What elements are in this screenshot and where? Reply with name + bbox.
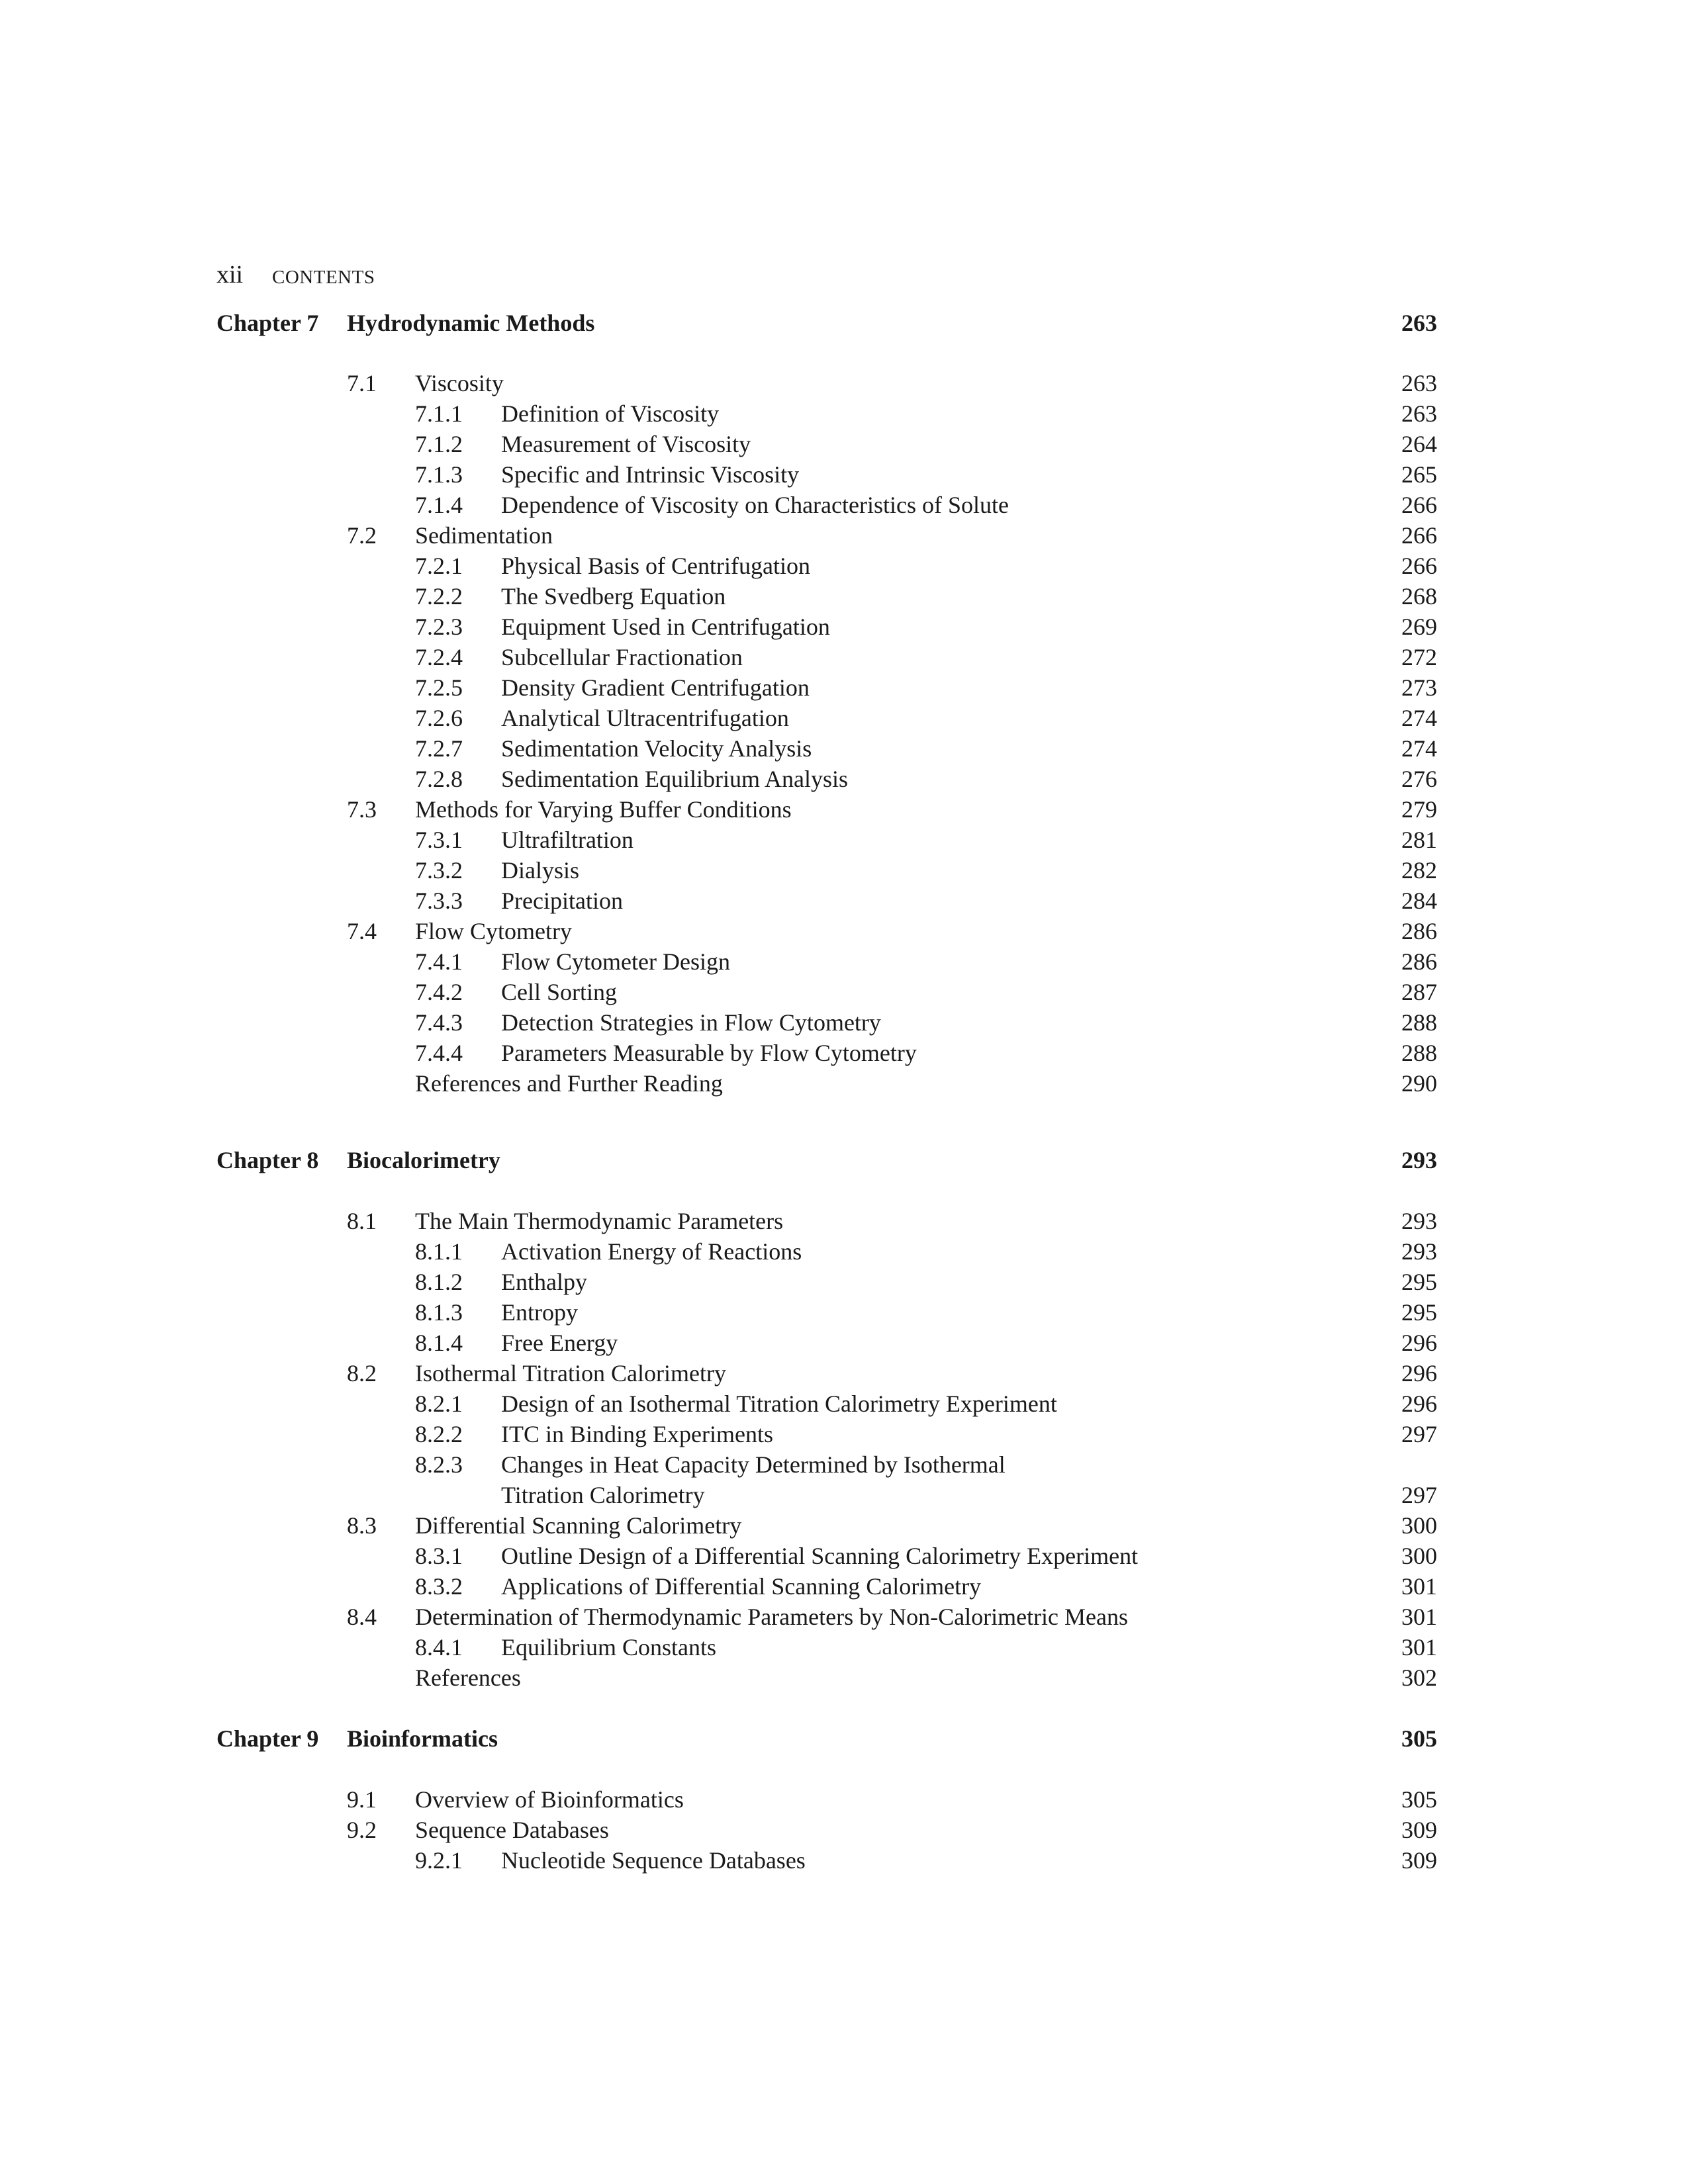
page-number: 281 [1401, 827, 1437, 853]
subsection-number: 8.3.2 [415, 1573, 463, 1600]
page-number: 293 [1401, 1238, 1437, 1265]
toc-entry-subsection[interactable] [0, 1388, 1688, 1419]
subsection-number: 7.2.6 [415, 705, 463, 731]
subsection-title: Changes in Heat Capacity Determined by Isothermal [501, 1451, 1006, 1478]
chapter-label: Chapter 9 [216, 1725, 319, 1752]
subsection-number: 7.1.1 [415, 400, 463, 427]
toc-entry-subsection[interactable] [0, 1007, 1688, 1038]
toc-entry-continuation[interactable] [0, 1480, 1688, 1510]
toc-entry-subsection[interactable] [0, 612, 1688, 642]
toc-entry-subsection[interactable] [0, 581, 1688, 612]
subsection-title: Measurement of Viscosity [501, 431, 751, 457]
page-number: 288 [1401, 1009, 1437, 1036]
page-number: 263 [1401, 370, 1437, 396]
toc-entry-subsection[interactable] [0, 1845, 1688, 1876]
subsection-title: Enthalpy [501, 1269, 587, 1295]
subsection-title: Analytical Ultracentrifugation [501, 705, 789, 731]
toc-entry-subsection[interactable] [0, 886, 1688, 916]
page-number: 269 [1401, 614, 1437, 640]
page-number: 268 [1401, 583, 1437, 610]
section-title: Viscosity [415, 370, 504, 396]
page-number: 300 [1401, 1512, 1437, 1539]
subsection-title: Equipment Used in Centrifugation [501, 614, 830, 640]
page-number: 297 [1401, 1482, 1437, 1508]
subsection-number: 7.3.3 [415, 887, 463, 914]
section-number: 8.3 [347, 1512, 377, 1539]
section-title: Flow Cytometry [415, 918, 573, 944]
section-number: 7.1 [347, 370, 377, 396]
section-number: 7.4 [347, 918, 377, 944]
chapter-label: Chapter 8 [216, 1147, 319, 1173]
page-number: 263 [1401, 310, 1437, 336]
toc-entry-subsection[interactable] [0, 1236, 1688, 1267]
toc-entry-subsection[interactable] [0, 490, 1688, 520]
section-title: Methods for Varying Buffer Conditions [415, 796, 792, 823]
toc-entry-subsection[interactable] [0, 946, 1688, 977]
toc-entry-subsection[interactable] [0, 703, 1688, 733]
subsection-number: 8.2.3 [415, 1451, 463, 1478]
chapter-title: Bioinformatics [347, 1725, 498, 1752]
chapter-title: Hydrodynamic Methods [347, 310, 595, 336]
page-number: 266 [1401, 553, 1437, 579]
page-number: 300 [1401, 1543, 1437, 1569]
toc-entry-section[interactable] [0, 1510, 1688, 1541]
subsection-title: ITC in Binding Experiments [501, 1421, 773, 1447]
section-number: 8.1 [347, 1208, 377, 1234]
section-title: Sedimentation [415, 522, 553, 549]
toc-entry-subsection[interactable] [0, 855, 1688, 886]
toc-entry-chapter[interactable] [0, 1145, 1688, 1175]
page-number: 296 [1401, 1390, 1437, 1417]
subsection-number: 7.2.2 [415, 583, 463, 610]
subsection-title: Nucleotide Sequence Databases [501, 1847, 806, 1874]
page-number: 263 [1401, 400, 1437, 427]
toc-entry-subsection[interactable] [0, 551, 1688, 581]
toc-entry-subsection[interactable] [0, 733, 1688, 764]
subsection-number: 7.1.4 [415, 492, 463, 518]
subsection-title: Density Gradient Centrifugation [501, 674, 810, 701]
subsection-title: The Svedberg Equation [501, 583, 726, 610]
toc-entry-subsection[interactable] [0, 672, 1688, 703]
page-number: 290 [1401, 1070, 1437, 1097]
subsection-number: 8.1.2 [415, 1269, 463, 1295]
subsection-title: Applications of Differential Scanning Calorimetry [501, 1573, 982, 1600]
subsection-number: 8.2.2 [415, 1421, 463, 1447]
toc-entry-subsection[interactable] [0, 398, 1688, 429]
subsection-title: Sedimentation Equilibrium Analysis [501, 766, 848, 792]
toc-entry-section[interactable] [0, 1358, 1688, 1388]
subsection-title: Flow Cytometer Design [501, 948, 730, 975]
toc-entry-subsection[interactable] [0, 459, 1688, 490]
toc-entry-subsection[interactable] [0, 1297, 1688, 1328]
subsection-number: 7.4.3 [415, 1009, 463, 1036]
subsection-title: Definition of Viscosity [501, 400, 720, 427]
page-number: 295 [1401, 1299, 1437, 1326]
toc-entry-section[interactable] [0, 1784, 1688, 1815]
page-number: 272 [1401, 644, 1437, 670]
page-number: 282 [1401, 857, 1437, 884]
subsection-title: Precipitation [501, 887, 623, 914]
page-number: 305 [1401, 1786, 1437, 1813]
subsection-number: 7.4.1 [415, 948, 463, 975]
subsection-title: Dialysis [501, 857, 580, 884]
section-number: 8.2 [347, 1360, 377, 1387]
toc-entry-subsection[interactable] [0, 1541, 1688, 1571]
subsection-title: Equilibrium Constants [501, 1634, 717, 1661]
subsection-title: Detection Strategies in Flow Cytometry [501, 1009, 881, 1036]
references-title: References [415, 1664, 521, 1691]
toc-entry-subsection[interactable] [0, 429, 1688, 459]
page-number: 309 [1401, 1847, 1437, 1874]
subsection-title: Subcellular Fractionation [501, 644, 743, 670]
subsection-number: 7.2.5 [415, 674, 463, 701]
running-head: CONTENTS [272, 267, 375, 288]
subsection-number: 7.1.3 [415, 461, 463, 488]
section-title: Determination of Thermodynamic Parameters by Non-Calorimetric Means [415, 1604, 1129, 1630]
toc-entry-section[interactable] [0, 916, 1688, 946]
page-number: 279 [1401, 796, 1437, 823]
subsection-number: 7.2.8 [415, 766, 463, 792]
toc-entry-subsection[interactable] [0, 1038, 1688, 1068]
section-title: Isothermal Titration Calorimetry [415, 1360, 726, 1387]
subsection-number: 8.1.3 [415, 1299, 463, 1326]
subsection-number: 8.2.1 [415, 1390, 463, 1417]
page-folio: xii [216, 261, 244, 289]
toc-entry-chapter[interactable] [0, 1723, 1688, 1754]
section-number: 7.3 [347, 796, 377, 823]
chapter-label: Chapter 7 [216, 310, 319, 336]
subsection-number: 7.2.1 [415, 553, 463, 579]
toc-entry-section[interactable] [0, 794, 1688, 825]
section-title: Sequence Databases [415, 1817, 609, 1843]
page-number: 309 [1401, 1817, 1437, 1843]
page-number: 301 [1401, 1634, 1437, 1661]
page-number: 284 [1401, 887, 1437, 914]
subsection-number: 7.2.3 [415, 614, 463, 640]
page-number: 265 [1401, 461, 1437, 488]
subsection-title: Dependence of Viscosity on Characteristics of Solute [501, 492, 1009, 518]
section-title: Overview of Bioinformatics [415, 1786, 684, 1813]
page-number: 287 [1401, 979, 1437, 1005]
subsection-title: Physical Basis of Centrifugation [501, 553, 810, 579]
toc-entry-section[interactable] [0, 520, 1688, 551]
subsection-title: Parameters Measurable by Flow Cytometry [501, 1040, 917, 1066]
subsection-title: Design of an Isothermal Titration Calorimetry Experiment [501, 1390, 1057, 1417]
toc-entry-subsection[interactable] [0, 1328, 1688, 1358]
references-title: References and Further Reading [415, 1070, 723, 1097]
subsection-title: Activation Energy of Reactions [501, 1238, 802, 1265]
subsection-title: Ultrafiltration [501, 827, 633, 853]
subsection-number: 8.1.4 [415, 1330, 463, 1356]
chapter-title: Biocalorimetry [347, 1147, 500, 1173]
toc-entry-subsection[interactable] [0, 1571, 1688, 1602]
subsection-title: Entropy [501, 1299, 578, 1326]
page-number: 276 [1401, 766, 1437, 792]
toc-entry-subsection[interactable] [0, 825, 1688, 855]
page-number: 288 [1401, 1040, 1437, 1066]
subsection-number: 7.2.7 [415, 735, 463, 762]
toc-entry-section[interactable] [0, 368, 1688, 398]
page-number: 296 [1401, 1360, 1437, 1387]
subsection-title: Cell Sorting [501, 979, 618, 1005]
section-title: Differential Scanning Calorimetry [415, 1512, 742, 1539]
page-number: 295 [1401, 1269, 1437, 1295]
page-number: 266 [1401, 492, 1437, 518]
subsection-title: Free Energy [501, 1330, 618, 1356]
toc-entry-subsection[interactable] [0, 1632, 1688, 1662]
toc-entry-subsection[interactable] [0, 642, 1688, 672]
subsection-number: 8.4.1 [415, 1634, 463, 1661]
page-number: 286 [1401, 948, 1437, 975]
page-number: 274 [1401, 735, 1437, 762]
page-number: 302 [1401, 1664, 1437, 1691]
page-number: 293 [1401, 1147, 1437, 1173]
toc-entry-subsection[interactable] [0, 977, 1688, 1007]
page-number: 274 [1401, 705, 1437, 731]
subsection-title: Specific and Intrinsic Viscosity [501, 461, 800, 488]
toc-entry-chapter[interactable] [0, 308, 1688, 338]
subsection-number: 7.1.2 [415, 431, 463, 457]
page-number: 266 [1401, 522, 1437, 549]
page-number: 297 [1401, 1421, 1437, 1447]
toc-entry-section[interactable] [0, 1815, 1688, 1845]
page-number: 293 [1401, 1208, 1437, 1234]
subsection-title: Outline Design of a Differential Scanning Calorimetry Experiment [501, 1543, 1139, 1569]
subsection-title: Sedimentation Velocity Analysis [501, 735, 812, 762]
section-title: The Main Thermodynamic Parameters [415, 1208, 784, 1234]
page-number: 305 [1401, 1725, 1437, 1752]
section-number: 9.1 [347, 1786, 377, 1813]
page-number: 264 [1401, 431, 1437, 457]
subsection-number: 7.3.1 [415, 827, 463, 853]
toc-entry-subsection[interactable] [0, 1419, 1688, 1449]
toc-entry-reference[interactable] [0, 1068, 1688, 1099]
subsection-number: 9.2.1 [415, 1847, 463, 1874]
toc-entry-subsection[interactable] [0, 1267, 1688, 1297]
page-number: 286 [1401, 918, 1437, 944]
section-number: 8.4 [347, 1604, 377, 1630]
subsection-number: 7.4.4 [415, 1040, 463, 1066]
page-number: 296 [1401, 1330, 1437, 1356]
subsection-number: 7.4.2 [415, 979, 463, 1005]
subsection-number: 8.1.1 [415, 1238, 463, 1265]
page-number: 301 [1401, 1604, 1437, 1630]
toc-entry-subsection[interactable] [0, 1449, 1688, 1480]
section-number: 9.2 [347, 1817, 377, 1843]
subsection-number: 7.3.2 [415, 857, 463, 884]
subsection-number: 8.3.1 [415, 1543, 463, 1569]
subsection-title-continued: Titration Calorimetry [501, 1482, 705, 1508]
section-number: 7.2 [347, 522, 377, 549]
page-number: 273 [1401, 674, 1437, 701]
toc-entry-reference[interactable] [0, 1662, 1688, 1693]
toc-entry-section[interactable] [0, 1602, 1688, 1632]
toc-entry-subsection[interactable] [0, 764, 1688, 794]
subsection-number: 7.2.4 [415, 644, 463, 670]
page-number: 301 [1401, 1573, 1437, 1600]
toc-entry-section[interactable] [0, 1206, 1688, 1236]
